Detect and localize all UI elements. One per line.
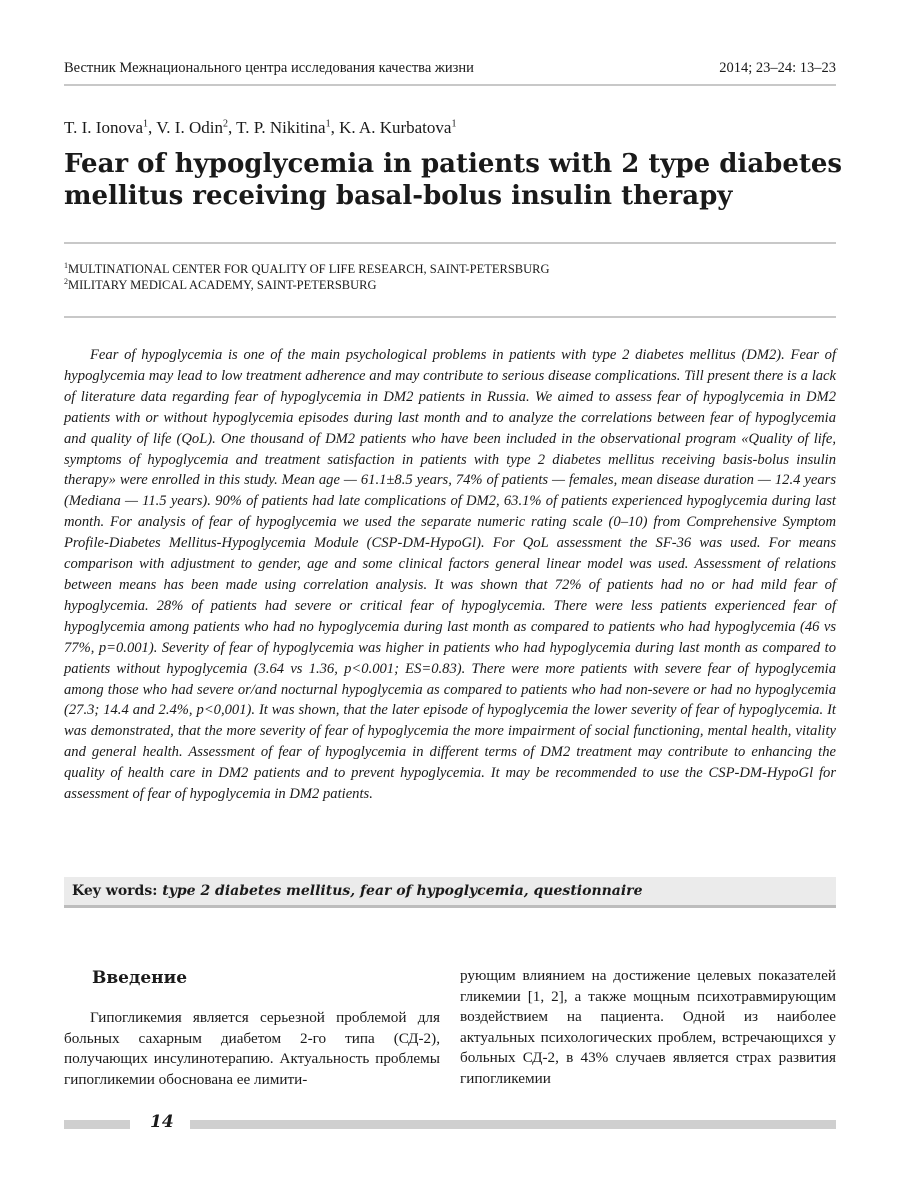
- affiliation: [64, 278, 377, 293]
- keywords-label: Key words:: [72, 883, 158, 899]
- affiliation-text: MILITARY MEDICAL ACADEMY, SAINT-PETERSBURG: [68, 278, 377, 292]
- author-affiliation-mark: 1: [143, 118, 148, 130]
- title-divider: [64, 242, 836, 244]
- author-affiliation-mark: 2: [222, 118, 228, 130]
- affiliation: [64, 262, 550, 277]
- body-column-right: рующим влиянием на достижение целевых показателей гликемии [1, 2], а также мощным психотравмирующим воздействием на пациента. Одной из наиболее актуальных психологических проблем, встречающихся у больных СД-2, в 43% случаев является страх развития гипогликемии: [460, 967, 836, 1087]
- abstract: Fear of hypoglycemia is one of the main psychological problems in patients with type 2 diabetes mellitus (DM2). Fear of hypoglycemia may lead to low treatment adherence and may contribute to serious disease complications. Till present there is a lack of literature data regarding fear of hypoglycemia in DM2 patients in Russia. We aimed to assess fear of hypoglycemia in DM2 patients with or without hypoglycemia episodes during last month and to analyze the correlations between fear of hypoglycemia and quality of life (QoL). One thousand of DM2 patients who have been included in the observational program «Quality of life, symptoms of hypoglycemia and treatment satisfaction in patients with type 2 diabetes mellitus receiving basis-bolus insulin therapy» were enrolled in this study. Mean age — 61.1±8.5 years, 74% of patients — females, mean disease duration — 12.4 years (Mediana — 11.5 years). 90% of patients had late complications of DM2, 63.1% of patients experienced hypoglycemia during last month. For analysis of fear of hypoglycemia we used the separate numeric rating scale (0–10) from Comprehensive Symptom Profile-Diabetes Mellitus-Hypoglycemia Module (CSP-DM-HypoGl). For QoL assessment the SF-36 was used. For means comparison with adjustment to gender, age and some clinical factors general linear model was used. Assessment of relations between means has been made using correlation analysis. It was shown that 72% of patients had no or had mild fear of hypoglycemia. 28% of patients had severe or critical fear of hypoglycemia. There were less patients experienced fear of hypoglycemia among patients who had no hypoglycemia during last month as compared to patients who had hypoglycemia (46 vs 77%, p=0.001). Severity of fear of hypoglycemia was higher in patients who had hypoglycemia during last month as compared to patients without hypoglycemia (3.64 vs 1.36, p<0.001; ES=0.83). There were more patients with severe fear of hypoglycemia among those who had severe or/and nocturnal hypoglycemia as compared to patients who had non-severe or had no hypoglycemia (27.3; 14.4 and 2.4%, p<0,001). It was shown, that the later episode of hypoglycemia the lower severity of fear of hypoglycemia. It was demonstrated, that the more severity of fear of hypoglycemia the more impairment of social functioning, mental health, vitality and general health. Assessment of fear of hypoglycemia in different terms of DM2 treatment may contribute to enhancing the quality of health care in DM2 patients and to prevent hypoglycemia. It may be recommended to use the CSP-DM-HypoGl for assessment of fear of hypoglycemia in DM2 patients.: [64, 347, 836, 803]
- affiliation-divider: [64, 316, 836, 318]
- keywords: [72, 883, 642, 899]
- footer-bar: [190, 1120, 836, 1129]
- paper-title: Fear of hypoglycemia in patients with 2 type diabetes mellitus receiving basal-bolus insulin therapy: [64, 149, 843, 211]
- page-number: 14: [150, 1112, 174, 1132]
- citation: 2014; 23–24: 13–23: [719, 60, 836, 76]
- footer-bar: [64, 1120, 130, 1129]
- keywords-box: [64, 877, 836, 908]
- body-column-left: Гипогликемия является серьезной проблемой для больных сахарным диабетом 2-го типа (СД-2), получающих инсулинотерапию. Актуальность проблемы гипогликемии обоснована ее лимити-: [64, 1009, 440, 1088]
- author-affiliation-mark: 1: [451, 118, 457, 130]
- author-name: V. I. Odin: [156, 118, 223, 137]
- author-affiliation-mark: 1: [325, 118, 331, 130]
- section-heading: Введение: [92, 968, 188, 988]
- affiliation-number: 2: [64, 276, 68, 286]
- author-name: T. P. Nikitina: [236, 118, 326, 137]
- affiliation-text: MULTINATIONAL CENTER FOR QUALITY OF LIFE RESEARCH, SAINT-PETERSBURG: [68, 262, 550, 276]
- author-name: T. I. Ionova: [64, 118, 143, 137]
- keywords-value: type 2 diabetes mellitus, fear of hypoglycemia, questionnaire: [162, 883, 643, 899]
- authors: T. I. Ionova$^1$, V. I. Odin$^2$, T. P. Nikitina$^1$, K. A. Kurbatova$^1$: [64, 118, 457, 137]
- journal-name: Вестник Межнационального центра исследования качества жизни: [64, 60, 474, 76]
- header-divider: [64, 84, 836, 86]
- affiliation-number: 1: [64, 260, 68, 270]
- author-name: K. A. Kurbatova: [339, 118, 452, 137]
